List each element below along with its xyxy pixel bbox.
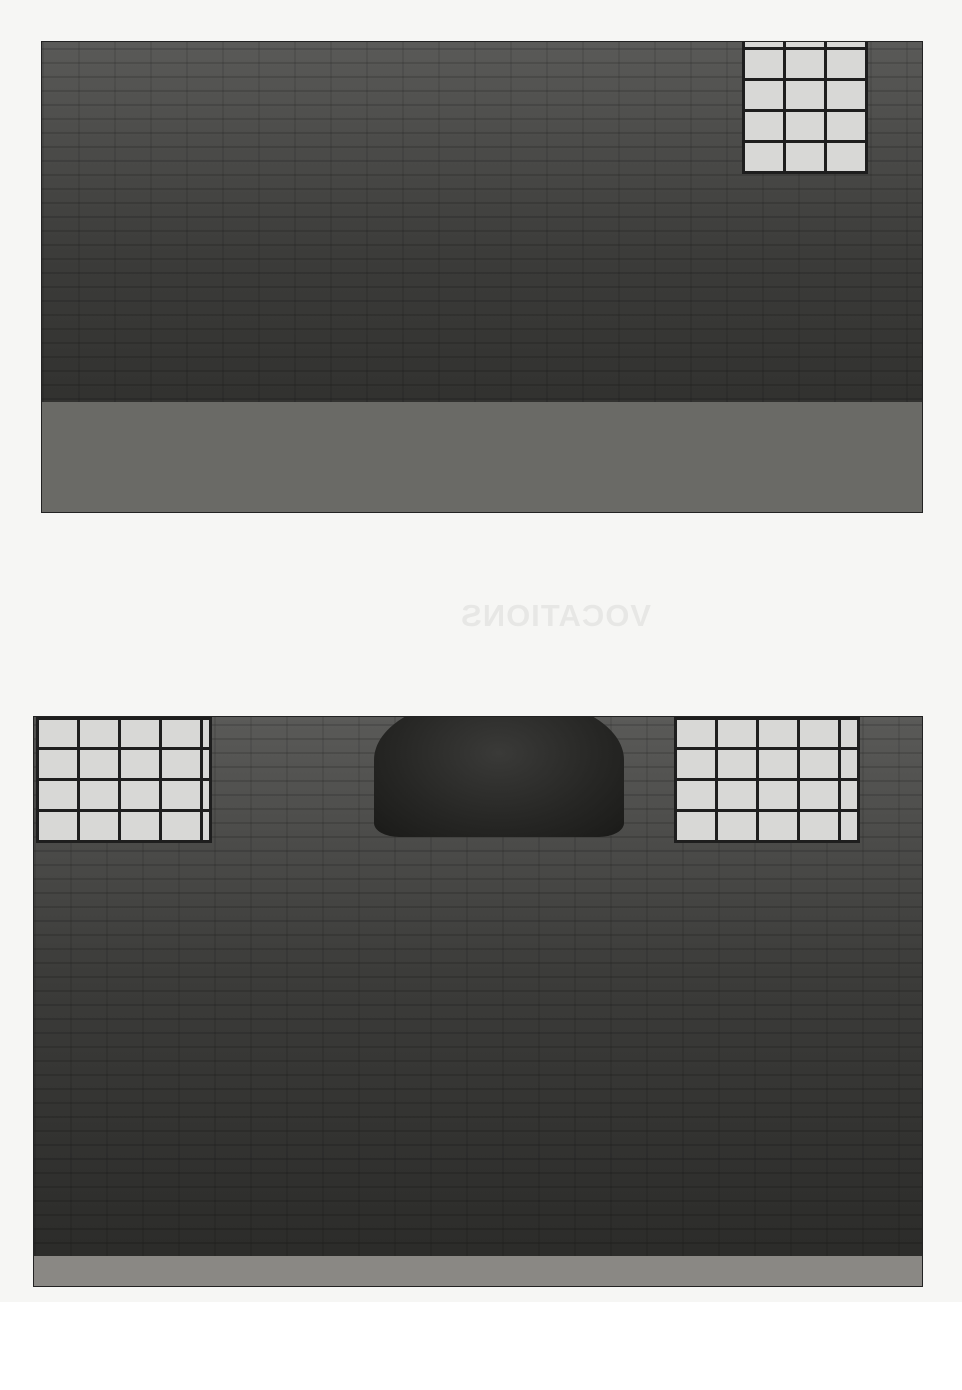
- grass-ground: [42, 402, 922, 512]
- sidewalk-ground: [34, 1256, 922, 1286]
- stock-watermark-footer: [0, 1302, 962, 1390]
- building-window-right: [674, 717, 860, 843]
- bottom-group-photo: [33, 716, 923, 1287]
- building-window-left: [36, 717, 212, 843]
- building-window: [742, 41, 868, 174]
- evergreen-tree: [374, 716, 624, 837]
- bleed-through-text: VOCATIONS: [460, 598, 651, 633]
- top-group-photo: [41, 41, 923, 513]
